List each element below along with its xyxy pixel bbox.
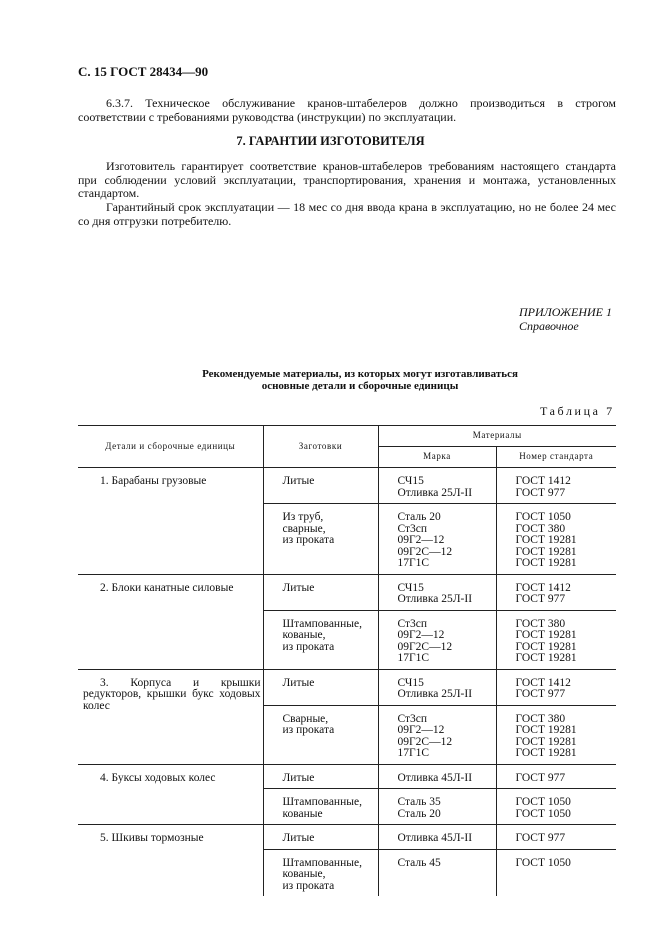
mark-cell <box>378 825 496 850</box>
mark-cell-line: 17Г1С <box>397 557 430 569</box>
standard-cell-line: ГОСТ 1050 <box>515 511 571 523</box>
mark-cell-line: 17Г1С <box>397 652 430 664</box>
table-row <box>78 468 616 504</box>
part-name: 5. Шкивы тормозные <box>100 832 204 844</box>
mark-cell-line: 09Г2С—12 <box>397 735 453 748</box>
standard-cell <box>496 789 616 825</box>
materials-table <box>78 425 616 896</box>
mark-cell-line: Отливка 25Л-II <box>397 688 473 700</box>
mark-cell-line: 09Г2—12 <box>397 629 445 641</box>
header-mark: Марка <box>378 447 496 468</box>
standard-cell-line: ГОСТ 19281 <box>515 545 577 558</box>
mark-cell-line: 17Г1С <box>397 747 430 759</box>
mark-cell-line: Отливка 25Л-II <box>397 486 473 499</box>
mark-cell-line: Сталь 35 <box>397 796 441 808</box>
table-number: Таблица 7 <box>540 404 615 418</box>
standard-cell <box>496 825 616 850</box>
blank-cell <box>263 705 378 764</box>
blank-cell-line: из проката <box>282 724 335 736</box>
standard-cell-line: ГОСТ 380 <box>515 522 566 535</box>
paragraph-guarantee-2-text: Гарантийный срок эксплуатации — 18 мес со дня ввода крана в эксплуатацию, но не более 24 мес со дня отгрузки потребителю. <box>78 200 616 228</box>
appendix-subtitle: Справочное <box>519 319 579 333</box>
part-name: 1. Барабаны грузовые <box>100 475 207 487</box>
part-name: 3. Корпуса и крышки редукторов, крышки букс ходовых колес <box>83 676 261 712</box>
standard-cell-line: ГОСТ 19281 <box>515 640 577 653</box>
standard-cell <box>496 574 616 610</box>
blank-cell <box>263 789 378 825</box>
header-materials: Материалы <box>378 426 616 447</box>
standard-cell-line: ГОСТ 1412 <box>515 676 571 689</box>
mark-cell-line: Сталь 20 <box>397 511 441 523</box>
paragraph-6-3-7-text: 6.3.7. Техническое обслуживание кранов-штабелеров должно производиться в строгом соответствии с требованиями руководства (инструкции) по эксплуатации. <box>78 96 616 124</box>
standard-cell <box>496 705 616 764</box>
table-caption-line-2: основные детали и сборочные единицы <box>261 380 459 392</box>
mark-cell <box>378 669 496 705</box>
mark-cell-line: СЧ15 <box>397 475 424 487</box>
mark-cell-line: 09Г2С—12 <box>397 640 453 653</box>
part-name: 2. Блоки канатные силовые <box>100 581 234 594</box>
header-parts: Детали и сборочные единицы <box>78 426 263 468</box>
mark-cell-line: 09Г2—12 <box>397 724 445 736</box>
blank-cell <box>263 669 378 705</box>
mark-cell <box>378 764 496 789</box>
part-name: 4. Буксы ходовых колес <box>100 771 216 784</box>
mark-cell <box>378 468 496 504</box>
standard-cell-line: ГОСТ 1050 <box>515 796 571 808</box>
table-caption <box>180 368 540 392</box>
standard-cell-line: ГОСТ 19281 <box>515 747 577 759</box>
standard-cell-line: ГОСТ 19281 <box>515 534 577 546</box>
blank-cell-line: Литые <box>282 771 315 784</box>
blank-cell-line: кованые <box>282 807 323 820</box>
standard-cell-line: ГОСТ 19281 <box>515 724 577 736</box>
blank-cell-line: кованые, <box>282 868 326 880</box>
blank-cell <box>263 825 378 850</box>
standard-cell-line: ГОСТ 1050 <box>515 807 571 820</box>
standard-cell-line: ГОСТ 977 <box>515 593 566 605</box>
table-caption-line-1: Рекомендуемые материалы, из которых могут изготавливаться <box>202 368 518 380</box>
mark-cell-line: СЧ15 <box>397 581 424 594</box>
standard-cell <box>496 849 616 896</box>
table-row <box>78 764 616 789</box>
mark-cell-line: Ст3сп <box>397 712 428 725</box>
part-cell <box>78 825 263 897</box>
mark-cell <box>378 504 496 575</box>
standard-cell <box>496 610 616 669</box>
mark-cell <box>378 610 496 669</box>
blank-cell-line: Из труб, <box>282 511 324 523</box>
mark-cell <box>378 789 496 825</box>
standard-cell-line: ГОСТ 380 <box>515 712 566 725</box>
paragraph-guarantee-1-text: Изготовитель гарантирует соответствие кранов-штабелеров требованиям настоящего стандарта при соблюдении условий эксплуатации, транспортирования, хранения и монтажа, установленных стандартом. <box>78 159 616 200</box>
blank-cell-line: кованые, <box>282 629 326 641</box>
standard-cell-line: ГОСТ 977 <box>515 832 566 844</box>
standard-cell-line: ГОСТ 19281 <box>515 735 577 748</box>
blank-cell-line: Штампованные, <box>282 856 362 869</box>
table-row <box>78 574 616 610</box>
appendix-title: ПРИЛОЖЕНИЕ 1 <box>519 305 612 319</box>
standard-cell <box>496 764 616 789</box>
blank-cell-line: Штампованные, <box>282 796 362 808</box>
mark-cell-line: СЧ15 <box>397 676 424 689</box>
blank-cell <box>263 610 378 669</box>
blank-cell <box>263 574 378 610</box>
table-body <box>78 468 616 897</box>
standard-cell-line: ГОСТ 977 <box>515 771 566 784</box>
standard-cell-line: ГОСТ 19281 <box>515 629 577 641</box>
mark-cell <box>378 705 496 764</box>
mark-cell-line: Отливка 25Л-II <box>397 593 473 605</box>
table-row <box>78 825 616 850</box>
mark-cell-line: Ст3сп <box>397 617 428 630</box>
mark-cell-line: 09Г2С—12 <box>397 545 453 558</box>
blank-cell-line: Литые <box>282 676 315 689</box>
appendix-label <box>519 305 612 333</box>
blank-cell-line: сварные, <box>282 522 326 535</box>
standard-cell <box>496 669 616 705</box>
mark-cell <box>378 574 496 610</box>
mark-cell-line: Сталь 20 <box>397 807 441 820</box>
standard-cell-line: ГОСТ 19281 <box>515 557 577 569</box>
mark-cell-line: Отливка 45Л-II <box>397 832 473 844</box>
blank-cell-line: Литые <box>282 581 315 594</box>
part-cell <box>78 669 263 764</box>
standard-cell-line: ГОСТ 977 <box>515 486 566 499</box>
mark-cell-line: 09Г2—12 <box>397 534 445 546</box>
mark-cell <box>378 849 496 896</box>
blank-cell <box>263 849 378 896</box>
mark-cell-line: Ст3сп <box>397 522 428 535</box>
header-blanks: Заготовки <box>263 426 378 468</box>
standard-cell-line: ГОСТ 1412 <box>515 581 571 594</box>
standard-cell-line: ГОСТ 1050 <box>515 856 571 869</box>
blank-cell-line: Сварные, <box>282 712 329 725</box>
header-standard: Номер стандарта <box>496 447 616 468</box>
table-row <box>78 669 616 705</box>
mark-cell-line: Отливка 45Л-II <box>397 771 473 784</box>
blank-cell-line: Штампованные, <box>282 617 362 630</box>
standard-cell <box>496 468 616 504</box>
section-7-title: 7. ГАРАНТИИ ИЗГОТОВИТЕЛЯ <box>236 134 425 148</box>
paragraph-guarantee-2 <box>78 201 616 228</box>
blank-cell <box>263 468 378 504</box>
part-cell <box>78 574 263 669</box>
blank-cell-line: из проката <box>282 640 335 653</box>
blank-cell-line: Литые <box>282 475 315 487</box>
part-cell <box>78 764 263 825</box>
blank-cell-line: Литые <box>282 832 315 844</box>
standard-cell-line: ГОСТ 977 <box>515 688 566 700</box>
part-cell <box>78 468 263 575</box>
blank-cell-line: из проката <box>282 534 335 546</box>
blank-cell-line: из проката <box>282 879 335 892</box>
standard-cell-line: ГОСТ 19281 <box>515 652 577 664</box>
paragraph-6-3-7 <box>78 97 616 124</box>
standard-cell-line: ГОСТ 380 <box>515 617 566 630</box>
paragraph-guarantee-1 <box>78 160 616 201</box>
mark-cell-line: Сталь 45 <box>397 856 441 869</box>
standard-cell <box>496 504 616 575</box>
blank-cell <box>263 764 378 789</box>
blank-cell <box>263 504 378 575</box>
page-header: С. 15 ГОСТ 28434—90 <box>78 64 209 79</box>
standard-cell-line: ГОСТ 1412 <box>515 475 571 487</box>
